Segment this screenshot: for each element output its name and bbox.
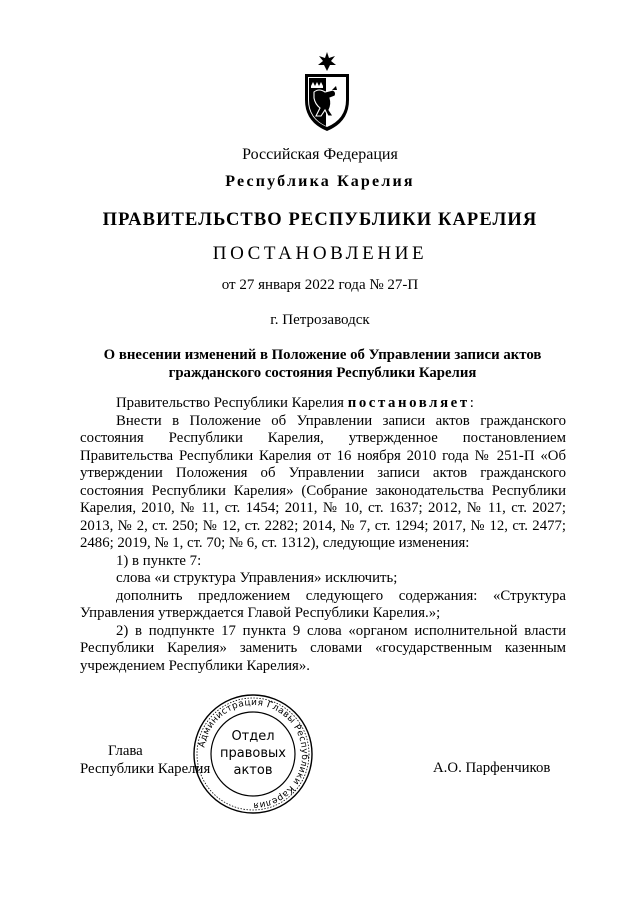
body-paragraph-1: Внести в Положение об Управлении записи актов гражданского состояния Республики Карелия, утвержденное постановлением Правительства Республики Карелия от 16 ноября 2010 года № 251-П «Об утверждении Положения об Управлении записи актов гражданского состояния Республики Карелия» (Собрание законодательства Республики Карелия, 2010, № 11, ст. 1454; 2011, № 10, ст. 1637; 2012, № 11, ст. 2027; 2013, № 2, ст. 250; № 12, ст. 2282; 2014, № 7, ст. 1294; 2017, № 12, ст. 2477; 2486; 2019, № 1, ст. 70; № 6, ст. 1312), следующие изменения: [80, 412, 566, 551]
government-name: ПРАВИТЕЛЬСТВО РЕСПУБЛИКИ КАРЕЛИЯ [102, 210, 538, 230]
signatory-title [80, 742, 210, 778]
city: г. Петрозаводск [270, 312, 370, 328]
country-name: Российская Федерация [242, 146, 398, 163]
body-paragraph-4: дополнить предложением следующего содержания: «Структура Управления утверждается Главой Республики Карелия.»; [80, 587, 566, 621]
karelia-coat-of-arms-icon [299, 52, 355, 132]
document-type: ПОСТАНОВЛЕНИЕ [212, 243, 428, 264]
signatory-title-line-2: Республики Карелия [80, 761, 211, 777]
stamp-ring-text: Администрация Главы Республики Карелия [197, 697, 310, 811]
stamp-line-3: актов [233, 763, 273, 778]
intro-paragraph [80, 395, 566, 413]
stamp-line-1: Отдел [231, 729, 275, 744]
document-subject: О внесении изменений в Положение об Управлении записи актов гражданского состояния Республики Карелия [103, 347, 542, 381]
body-paragraph-5: 2) в подпункте 17 пункта 9 слова «органом исполнительной власти Республики Карелия» заменить словами «государственным казенным учреждением Республики Карелия». [80, 622, 566, 674]
signatory-name: А.О. Парфенчиков [433, 760, 551, 776]
body-paragraph-3: слова «и структура Управления» исключить; [116, 570, 398, 586]
republic-name: Республика Карелия [225, 173, 415, 190]
signatory-title-line-1: Глава [108, 743, 143, 759]
document-body [80, 395, 566, 675]
body-paragraph-2: 1) в пункте 7: [116, 552, 202, 569]
intro-prefix: Правительство Республики Карелия [116, 395, 348, 411]
intro-decree-word: постановляет [347, 395, 470, 411]
stamp-line-2: правовых [220, 746, 286, 761]
date-and-number: от 27 января 2022 года № 27-П [221, 277, 419, 293]
intro-suffix: : [469, 395, 474, 411]
official-stamp [192, 693, 314, 815]
